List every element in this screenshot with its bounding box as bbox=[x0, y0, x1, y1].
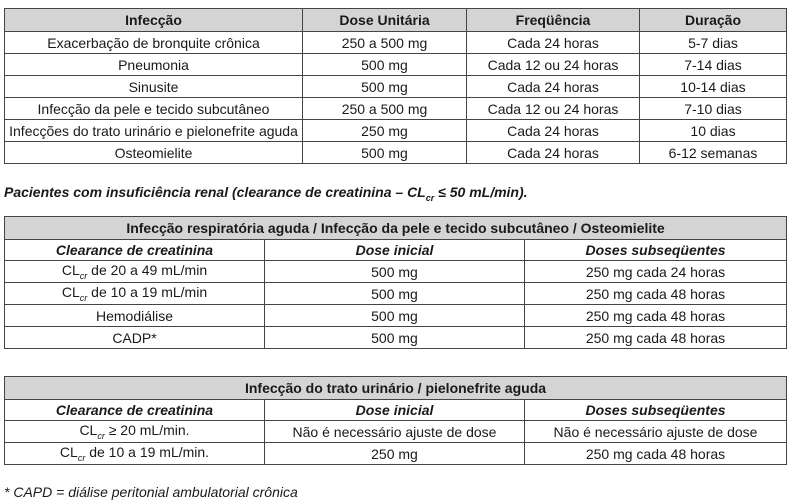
cell-dose-inicial: Não é necessário ajuste de dose bbox=[265, 421, 525, 443]
cell-dose: 500 mg bbox=[303, 76, 467, 98]
header-dose-inicial: Dose inicial bbox=[265, 400, 525, 421]
cell-doses-subsequentes: 250 mg cada 48 horas bbox=[525, 443, 787, 465]
renal-respiratory-table bbox=[4, 216, 787, 349]
table-row bbox=[5, 261, 787, 283]
clearance-subscript: cr bbox=[79, 270, 88, 281]
table-row bbox=[5, 54, 787, 76]
table-row bbox=[5, 443, 787, 465]
clearance-subscript: cr bbox=[97, 430, 105, 441]
cell-dose-inicial: 250 mg bbox=[265, 443, 525, 465]
clearance-value: de 10 a 19 mL/min bbox=[87, 284, 208, 301]
renal-urinary-title: Infecção do trato urinário / pielonefrite aguda bbox=[5, 377, 787, 400]
cell-frequencia: Cada 24 horas bbox=[467, 120, 640, 142]
capd-footnote: * CAPD = diálise peritonial ambulatorial crônica bbox=[4, 484, 298, 500]
cell-doses-subsequentes: 250 mg cada 24 horas bbox=[525, 261, 787, 283]
cell-clearance bbox=[5, 421, 265, 443]
cell-dose-inicial: 500 mg bbox=[265, 305, 525, 327]
cell-duracao: 5-7 dias bbox=[640, 32, 787, 54]
renal-urinary-table bbox=[4, 376, 787, 465]
cell-infeccao: Infecção da pele e tecido subcutâneo bbox=[5, 98, 303, 120]
cell-frequencia: Cada 12 ou 24 horas bbox=[467, 98, 640, 120]
clearance-value: de 20 a 49 mL/min bbox=[87, 262, 208, 279]
dosage-table-header bbox=[5, 9, 787, 32]
table-row bbox=[5, 305, 787, 327]
clearance-subscript: cr bbox=[77, 452, 86, 463]
cell-dose: 250 a 500 mg bbox=[303, 32, 467, 54]
dosage-table bbox=[4, 8, 787, 164]
header-dose-unitaria: Dose Unitária bbox=[303, 9, 467, 32]
renal-urinary-header bbox=[5, 400, 787, 421]
renal-note-suffix: ≤ 50 mL/min). bbox=[434, 184, 528, 200]
cell-doses-subsequentes: 250 mg cada 48 horas bbox=[525, 283, 787, 305]
cell-duracao: 10-14 dias bbox=[640, 76, 787, 98]
table-row bbox=[5, 120, 787, 142]
table-row bbox=[5, 142, 787, 164]
cell-clearance bbox=[5, 443, 265, 465]
cell-dose-inicial: 500 mg bbox=[265, 283, 525, 305]
cell-dose-inicial: 500 mg bbox=[265, 327, 525, 349]
cell-infeccao: Sinusite bbox=[5, 76, 303, 98]
header-frequencia: Freqüência bbox=[467, 9, 640, 32]
cell-duracao: 10 dias bbox=[640, 120, 787, 142]
cell-doses-subsequentes: Não é necessário ajuste de dose bbox=[525, 421, 787, 443]
cell-clearance bbox=[5, 305, 265, 327]
clearance-value: de 10 a 19 mL/min. bbox=[85, 444, 210, 461]
renal-respiratory-title: Infecção respiratória aguda / Infecção da pele e tecido subcutâneo / Osteomielite bbox=[5, 217, 787, 240]
cell-clearance bbox=[5, 261, 265, 283]
clearance-value: CADP* bbox=[112, 329, 157, 346]
cell-clearance bbox=[5, 327, 265, 349]
table-row bbox=[5, 98, 787, 120]
clearance-prefix: CL bbox=[79, 422, 98, 439]
clearance-value: Hemodiálise bbox=[95, 307, 174, 324]
cell-infeccao: Pneumonia bbox=[5, 54, 303, 76]
cell-doses-subsequentes: 250 mg cada 48 horas bbox=[525, 305, 787, 327]
table-row bbox=[5, 283, 787, 305]
cell-dose: 500 mg bbox=[303, 54, 467, 76]
header-infeccao: Infecção bbox=[5, 9, 303, 32]
cell-frequencia: Cada 24 horas bbox=[467, 76, 640, 98]
cell-duracao: 7-10 dias bbox=[640, 98, 787, 120]
renal-respiratory-header bbox=[5, 240, 787, 261]
cell-dose: 500 mg bbox=[303, 142, 467, 164]
header-dose-inicial: Dose inicial bbox=[265, 240, 525, 261]
cell-doses-subsequentes: 250 mg cada 48 horas bbox=[525, 327, 787, 349]
renal-note-text: Pacientes com insuficiência renal (clearance de creatinina – CL bbox=[4, 184, 426, 200]
table-row bbox=[5, 327, 787, 349]
renal-insufficiency-note bbox=[4, 184, 528, 203]
cell-clearance bbox=[5, 283, 265, 305]
table-row bbox=[5, 32, 787, 54]
cell-frequencia: Cada 12 ou 24 horas bbox=[467, 54, 640, 76]
cell-duracao: 7-14 dias bbox=[640, 54, 787, 76]
table-row bbox=[5, 76, 787, 98]
cell-infeccao: Infecções do trato urinário e pielonefrite aguda bbox=[5, 120, 303, 142]
cell-infeccao: Exacerbação de bronquite crônica bbox=[5, 32, 303, 54]
cell-frequencia: Cada 24 horas bbox=[467, 142, 640, 164]
clearance-prefix: CL bbox=[61, 262, 80, 279]
clearance-prefix: CL bbox=[61, 284, 80, 301]
cell-duracao: 6-12 semanas bbox=[640, 142, 787, 164]
clearance-subscript: cr bbox=[79, 292, 88, 303]
header-doses-subsequentes: Doses subseqüentes bbox=[525, 240, 787, 261]
header-duracao: Duração bbox=[640, 9, 787, 32]
cell-dose: 250 mg bbox=[303, 120, 467, 142]
cell-infeccao: Osteomielite bbox=[5, 142, 303, 164]
cell-dose: 250 a 500 mg bbox=[303, 98, 467, 120]
clearance-prefix: CL bbox=[59, 444, 78, 461]
cell-frequencia: Cada 24 horas bbox=[467, 32, 640, 54]
table-row bbox=[5, 421, 787, 443]
renal-urinary-title-row bbox=[5, 377, 787, 400]
renal-respiratory-title-row bbox=[5, 217, 787, 240]
clearance-value: ≥ 20 mL/min. bbox=[104, 422, 190, 439]
header-clearance: Clearance de creatinina bbox=[5, 400, 265, 421]
header-doses-subsequentes: Doses subseqüentes bbox=[525, 400, 787, 421]
cell-dose-inicial: 500 mg bbox=[265, 261, 525, 283]
header-clearance: Clearance de creatinina bbox=[5, 240, 265, 261]
renal-note-subscript: cr bbox=[425, 192, 435, 203]
